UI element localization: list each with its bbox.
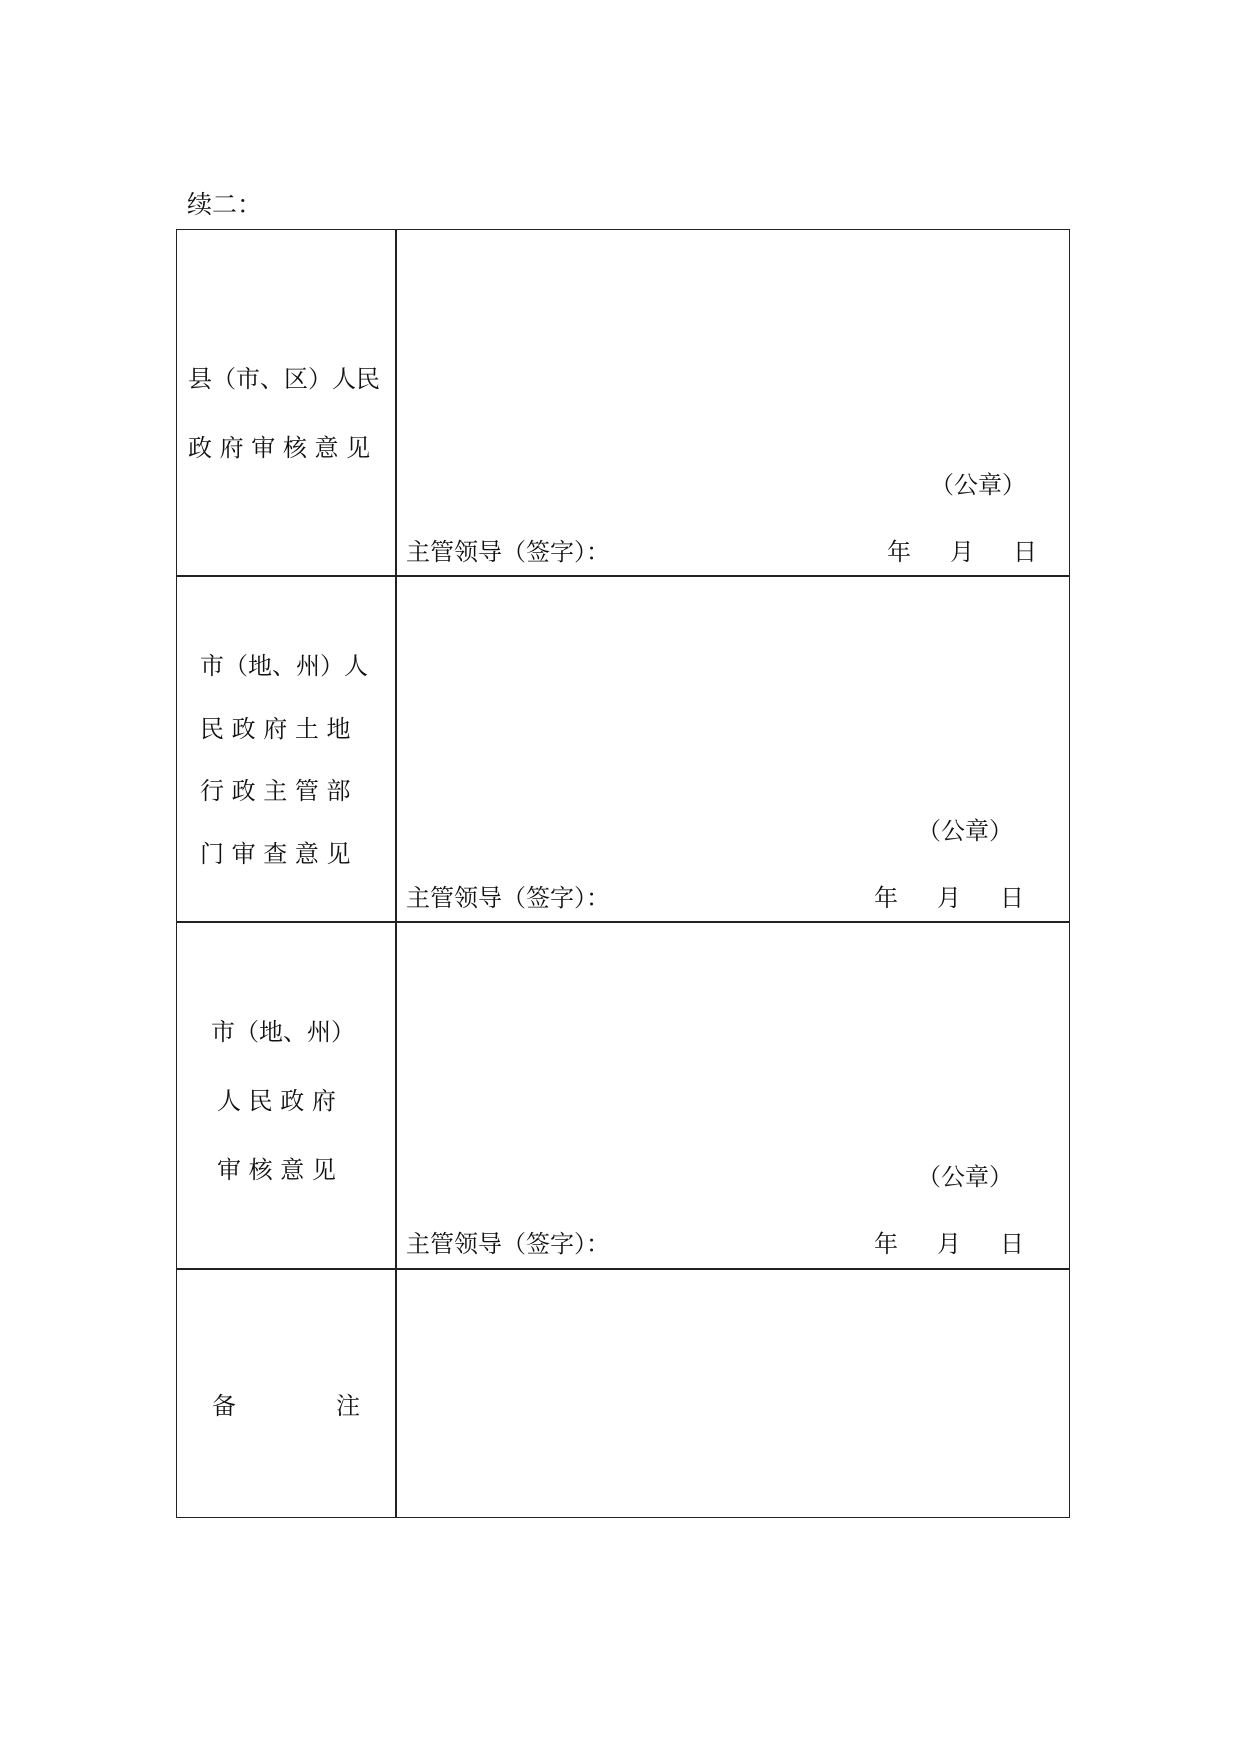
prefecture-review-label-line-1: 市（地、州） [211, 1018, 355, 1046]
remarks-label-left: 备 [212, 1392, 236, 1420]
prefecture-review-label-line-3: 审 核 意 见 [217, 1156, 336, 1184]
remarks-label-right: 注 [336, 1392, 360, 1420]
land-review-label-line-1: 市（地、州）人 [200, 652, 368, 680]
prefecture-review-date-year: 年 [874, 1230, 898, 1258]
land-review-label-line-4: 门 审 查 意 见 [200, 840, 351, 868]
approval-form-table [176, 229, 1070, 1518]
land-review-seal-mark: （公章） [917, 817, 1013, 845]
land-review-date-day: 日 [1000, 884, 1024, 912]
land-review-date-month: 月 [937, 884, 961, 912]
prefecture-review-date-month: 月 [937, 1230, 961, 1258]
county-review-label-line-1: 县（市、区）人民 [188, 365, 380, 393]
county-review-seal-mark: （公章） [930, 471, 1026, 499]
form-continuation-caption: 续二： [187, 190, 263, 219]
county-review-label-line-2: 政 府 审 核 意 见 [188, 434, 371, 462]
row-divider-1 [177, 575, 1069, 577]
land-review-label-line-3: 行 政 主 管 部 [200, 777, 351, 805]
row-divider-3 [177, 1268, 1069, 1270]
row-divider-2 [177, 921, 1069, 923]
prefecture-review-sign-label: 主管领导（签字）： [406, 1230, 610, 1258]
county-review-date-day: 日 [1013, 538, 1037, 566]
land-review-sign-label: 主管领导（签字）： [406, 884, 610, 912]
label-column-divider [395, 230, 397, 1517]
county-review-sign-label: 主管领导（签字）： [406, 538, 610, 566]
land-review-label-line-2: 民 政 府 土 地 [200, 715, 351, 743]
prefecture-review-seal-mark: （公章） [917, 1163, 1013, 1191]
land-review-date-year: 年 [874, 884, 898, 912]
county-review-date-month: 月 [950, 538, 974, 566]
county-review-date-year: 年 [887, 538, 911, 566]
prefecture-review-date-day: 日 [1000, 1230, 1024, 1258]
prefecture-review-label-line-2: 人 民 政 府 [217, 1087, 336, 1115]
